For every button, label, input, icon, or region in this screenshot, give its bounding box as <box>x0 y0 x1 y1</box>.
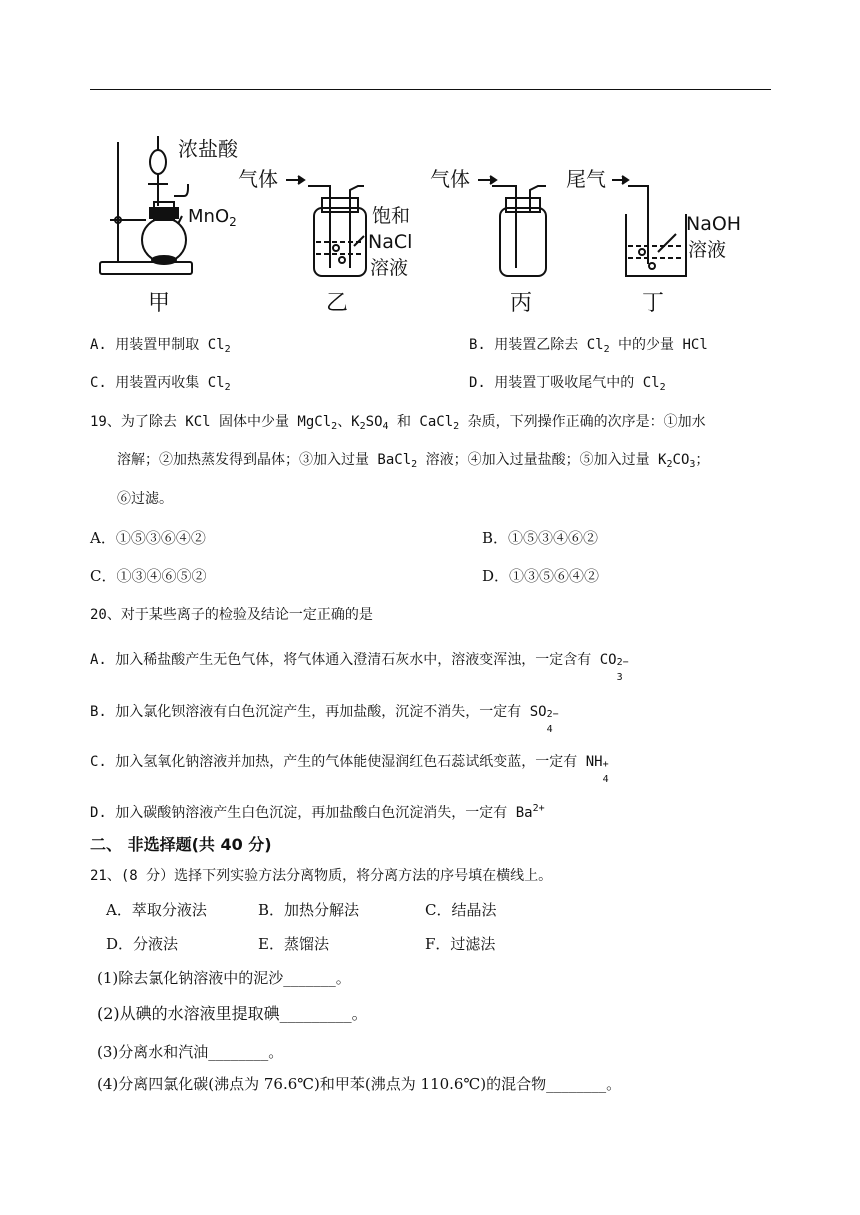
q21-option-b: B．加热分解法 <box>258 901 360 919</box>
q19-stem-line-3: ⑥过滤。 <box>117 491 173 507</box>
label-conc-hcl: 浓盐酸 <box>178 137 238 161</box>
q19-option-b: B．①⑤③④⑥② <box>482 529 599 547</box>
section-2-title: 二、 非选择题(共 40 分) <box>90 835 272 854</box>
q18-option-b: B. 用装置乙除去 $Cl_2$ 中的少量 HCl <box>469 337 708 355</box>
q18-option-c: C. 用装置丙收集 $Cl_2$ <box>90 375 231 393</box>
stopper-bing <box>506 198 540 212</box>
stand-base <box>100 262 192 274</box>
label-naoh: NaOH <box>686 213 742 235</box>
q20-option-a: A. 加入稀盐酸产生无色气体，将气体通入澄清石灰水中，溶液变浑浊，一定含有 CO 2− 3 <box>90 652 629 683</box>
q18-option-a: A. 用装置甲制取 $Cl_2$ <box>90 337 231 355</box>
label-solution-2: 溶液 <box>688 239 727 261</box>
q18-option-d: D. 用装置丁吸收尾气中的 $Cl_2$ <box>469 375 666 393</box>
header-rule <box>90 89 771 90</box>
apparatus-figure <box>96 128 776 318</box>
label-gas-1: 气体 <box>238 167 278 191</box>
q21-option-f: F．过滤法 <box>425 935 496 953</box>
bottle-bing <box>500 208 546 276</box>
q20-option-b: B. 加入氯化钡溶液有白色沉淀产生，再加盐酸，沉淀不消失，一定有 SO 2− 4 <box>90 704 559 735</box>
q21-sub-1: (1)除去氯化钠溶液中的泥沙_______。 <box>97 969 351 987</box>
q21-sub-4: (4)分离四氯化碳(沸点为 76.6℃)和甲苯(沸点为 110.6℃)的混合物________。 <box>97 1075 622 1093</box>
label-nacl: NaCl <box>368 231 413 253</box>
q21-option-a: A．萃取分液法 <box>106 901 207 919</box>
q21-option-d: D．分液法 <box>106 935 179 953</box>
delivery-tube-1 <box>174 184 188 196</box>
q21-option-e: E．蒸馏法 <box>258 935 329 953</box>
mno2-solid <box>152 256 176 264</box>
label-gas-2: 气体 <box>430 167 470 191</box>
caption-jia: 甲 <box>148 291 171 316</box>
caption-yi: 乙 <box>326 291 349 316</box>
q19-option-d: D．①③⑤⑥④② <box>482 567 600 585</box>
q19-stem-line-1: 19、为了除去 KCl 固体中少量 MgCl$_2$、$K_2SO_4$ 和 CaCl$_2$ 杂质，下列操作正确的次序是：①加水 <box>90 414 706 432</box>
q19-option-a: A．①⑤③⑥④② <box>90 529 206 547</box>
q21-sub-3: (3)分离水和汽油________。 <box>97 1043 284 1061</box>
flask-stopper <box>150 208 178 218</box>
label-mno2: MnO$_2$ <box>188 206 237 229</box>
q20-option-d: D. 加入碳酸钠溶液产生白色沉淀，再加盐酸白色沉淀消失，一定有 $Ba^{2+}$ <box>90 803 545 821</box>
q21-option-c: C．结晶法 <box>425 901 497 919</box>
label-tail-gas: 尾气 <box>566 167 606 191</box>
q20-stem: 20、对于某些离子的检验及结论一定正确的是 <box>90 607 373 623</box>
caption-ding: 丁 <box>642 291 665 316</box>
caption-bing: 丙 <box>510 291 533 316</box>
q21-stem: 21、(8 分）选择下列实验方法分离物质，将分离方法的序号填在横线上。 <box>90 868 553 884</box>
separatory-funnel <box>150 150 166 174</box>
q19-stem-line-2: 溶解；②加热蒸发得到晶体；③加入过量 BaCl$_2$ 溶液；④加入过量盐酸；⑤加入过量 $K_2CO_3$； <box>117 452 710 470</box>
label-saturated: 饱和 <box>372 205 411 227</box>
q19-option-c: C．①③④⑥⑤② <box>90 567 207 585</box>
q21-sub-2: (2)从碘的水溶液里提取碘_________。 <box>97 1004 368 1023</box>
label-solution-1: 溶液 <box>370 257 409 279</box>
stopper-yi <box>322 198 358 212</box>
q20-option-c: C. 加入氢氧化钠溶液并加热，产生的气体能使湿润红色石蕊试纸变蓝，一定有 NH + 4 <box>90 754 609 785</box>
